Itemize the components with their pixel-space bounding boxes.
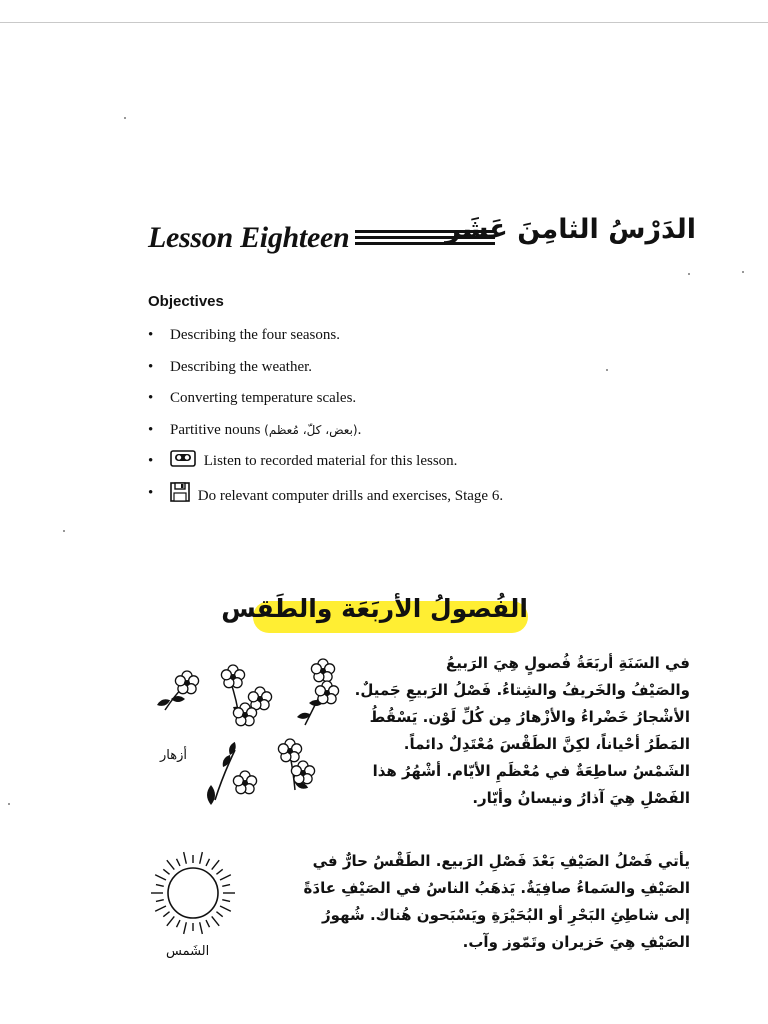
- list-item: [148, 356, 503, 388]
- text-line: المَطَرُ أحْياناً، لكِنَّ الطَقْسَ مُعْتَدِلٌ دائماً.: [403, 735, 690, 753]
- sun-ray: [220, 906, 231, 911]
- objective-text: Partitive nouns: [170, 421, 261, 438]
- scan-speck: [606, 369, 608, 371]
- cassette-tape-icon: [170, 450, 196, 474]
- sun-ray: [167, 916, 174, 925]
- objective-text: Describing the four seasons.: [170, 327, 340, 343]
- text-line: الشَمْسُ ساطِعَةٌ في مُعْظَمِ الأيّام. أشْهُرُ هذا: [372, 762, 690, 780]
- sun-ray: [216, 912, 222, 917]
- list-item: [148, 450, 503, 482]
- list-item: [148, 387, 503, 419]
- sun-ray: [200, 922, 203, 934]
- floppy-disk-icon: [170, 482, 190, 509]
- objective-text: Converting temperature scales.: [170, 390, 357, 406]
- objective-text: Do relevant computer drills and exercises, Stage 6.: [197, 487, 504, 504]
- sun-ray: [212, 860, 219, 869]
- sun-ray: [167, 860, 174, 869]
- sun-caption: الشَمس: [166, 944, 210, 959]
- lesson-title-english: Lesson Eighteen: [148, 221, 350, 254]
- flower-icon: [278, 739, 314, 791]
- sun-ray: [156, 885, 164, 887]
- scan-speck: [124, 117, 126, 119]
- bullet: •: [148, 453, 154, 469]
- flower-icon: [156, 671, 199, 710]
- sun-ray: [156, 900, 164, 902]
- text-line: في السَنَةِ أربَعَةُ فُصولٍ هِيَ الرَبيعُ: [445, 654, 690, 672]
- partitive-arabic: (بعض، كلّ، مُعظم): [264, 422, 358, 437]
- reading-paragraph-spring: [355, 650, 690, 812]
- sun-ray: [177, 920, 180, 927]
- reading-title: الفُصولُ الأربَعَة والطَقس: [221, 594, 528, 623]
- flowers-caption: أزهار: [160, 748, 187, 763]
- sun-ray: [155, 906, 166, 911]
- flower-icon: [296, 659, 338, 725]
- sun-ray: [163, 869, 169, 874]
- list-item: [148, 482, 503, 514]
- sun-ray: [163, 912, 169, 917]
- sun-ray: [184, 852, 187, 864]
- flowers-illustration: [145, 655, 345, 820]
- objectives-list: [148, 324, 503, 513]
- text-line: يأتي فَصْلُ الصَيْفِ بَعْدَ فَصْلِ الرَبيع. الطَقْسُ حارٌّ في: [312, 852, 690, 870]
- sun-ray: [206, 859, 209, 866]
- text-line: الصَيْفِ والسَماءُ صافِيَةٌ. يَذهَبُ الناسُ في الصَيْفِ عادَةً: [303, 879, 690, 897]
- sun-ray: [212, 916, 219, 925]
- bullet: •: [148, 327, 154, 343]
- list-item: [148, 419, 503, 451]
- sun-ray: [222, 885, 230, 887]
- sun-ray: [200, 852, 203, 864]
- text-line: والصَيْفُ والخَريفُ والشِتاءُ. فَصْلُ الرَبيعِ جَميلٌ.: [354, 681, 690, 699]
- objectives-heading: Objectives: [148, 293, 224, 310]
- sun-ray: [220, 875, 231, 880]
- sun-ray: [184, 922, 187, 934]
- sun-ray: [216, 869, 222, 874]
- objective-text: Listen to recorded material for this lesson.: [203, 453, 458, 469]
- flower-icon: [221, 665, 271, 726]
- text-line: الصَيْفِ هِيَ حَزيران وتَمّوز وآب.: [462, 933, 690, 951]
- reading-paragraph-summer: [304, 848, 690, 956]
- top-divider-line: [0, 22, 768, 23]
- text-line: إلى شاطِئِ البَحْرِ أو البُحَيْرَةِ ويَسْبَحون هُناك. شُهورُ: [322, 906, 690, 924]
- scan-speck: [63, 530, 65, 532]
- list-item: [148, 324, 503, 356]
- text-line: الفَصْلِ هِيَ آذارُ ونيسانُ وأيّار.: [472, 789, 690, 807]
- text-line: الأشْجارُ خَضْراءُ والأزْهارُ مِن كُلِّ لَوْن. يَسْقُطُ: [369, 708, 690, 726]
- bullet: •: [148, 484, 154, 501]
- sun-ray: [222, 900, 230, 902]
- bullet: •: [148, 358, 154, 375]
- flower-icon: [207, 741, 257, 805]
- sun-ray: [177, 859, 180, 866]
- scan-speck: [8, 803, 10, 805]
- bullet: •: [148, 390, 154, 406]
- partitive-suffix: .: [357, 421, 362, 438]
- scan-speck: [742, 271, 744, 273]
- sun-ray: [155, 875, 166, 880]
- objective-text: Describing the weather.: [170, 358, 313, 375]
- scan-speck: [688, 273, 690, 275]
- bullet: •: [148, 421, 154, 438]
- sun-ray: [206, 920, 209, 927]
- lesson-title-arabic: الدَرْسُ الثامِنَ عَشَر: [445, 214, 696, 245]
- sun-icon: [146, 846, 240, 940]
